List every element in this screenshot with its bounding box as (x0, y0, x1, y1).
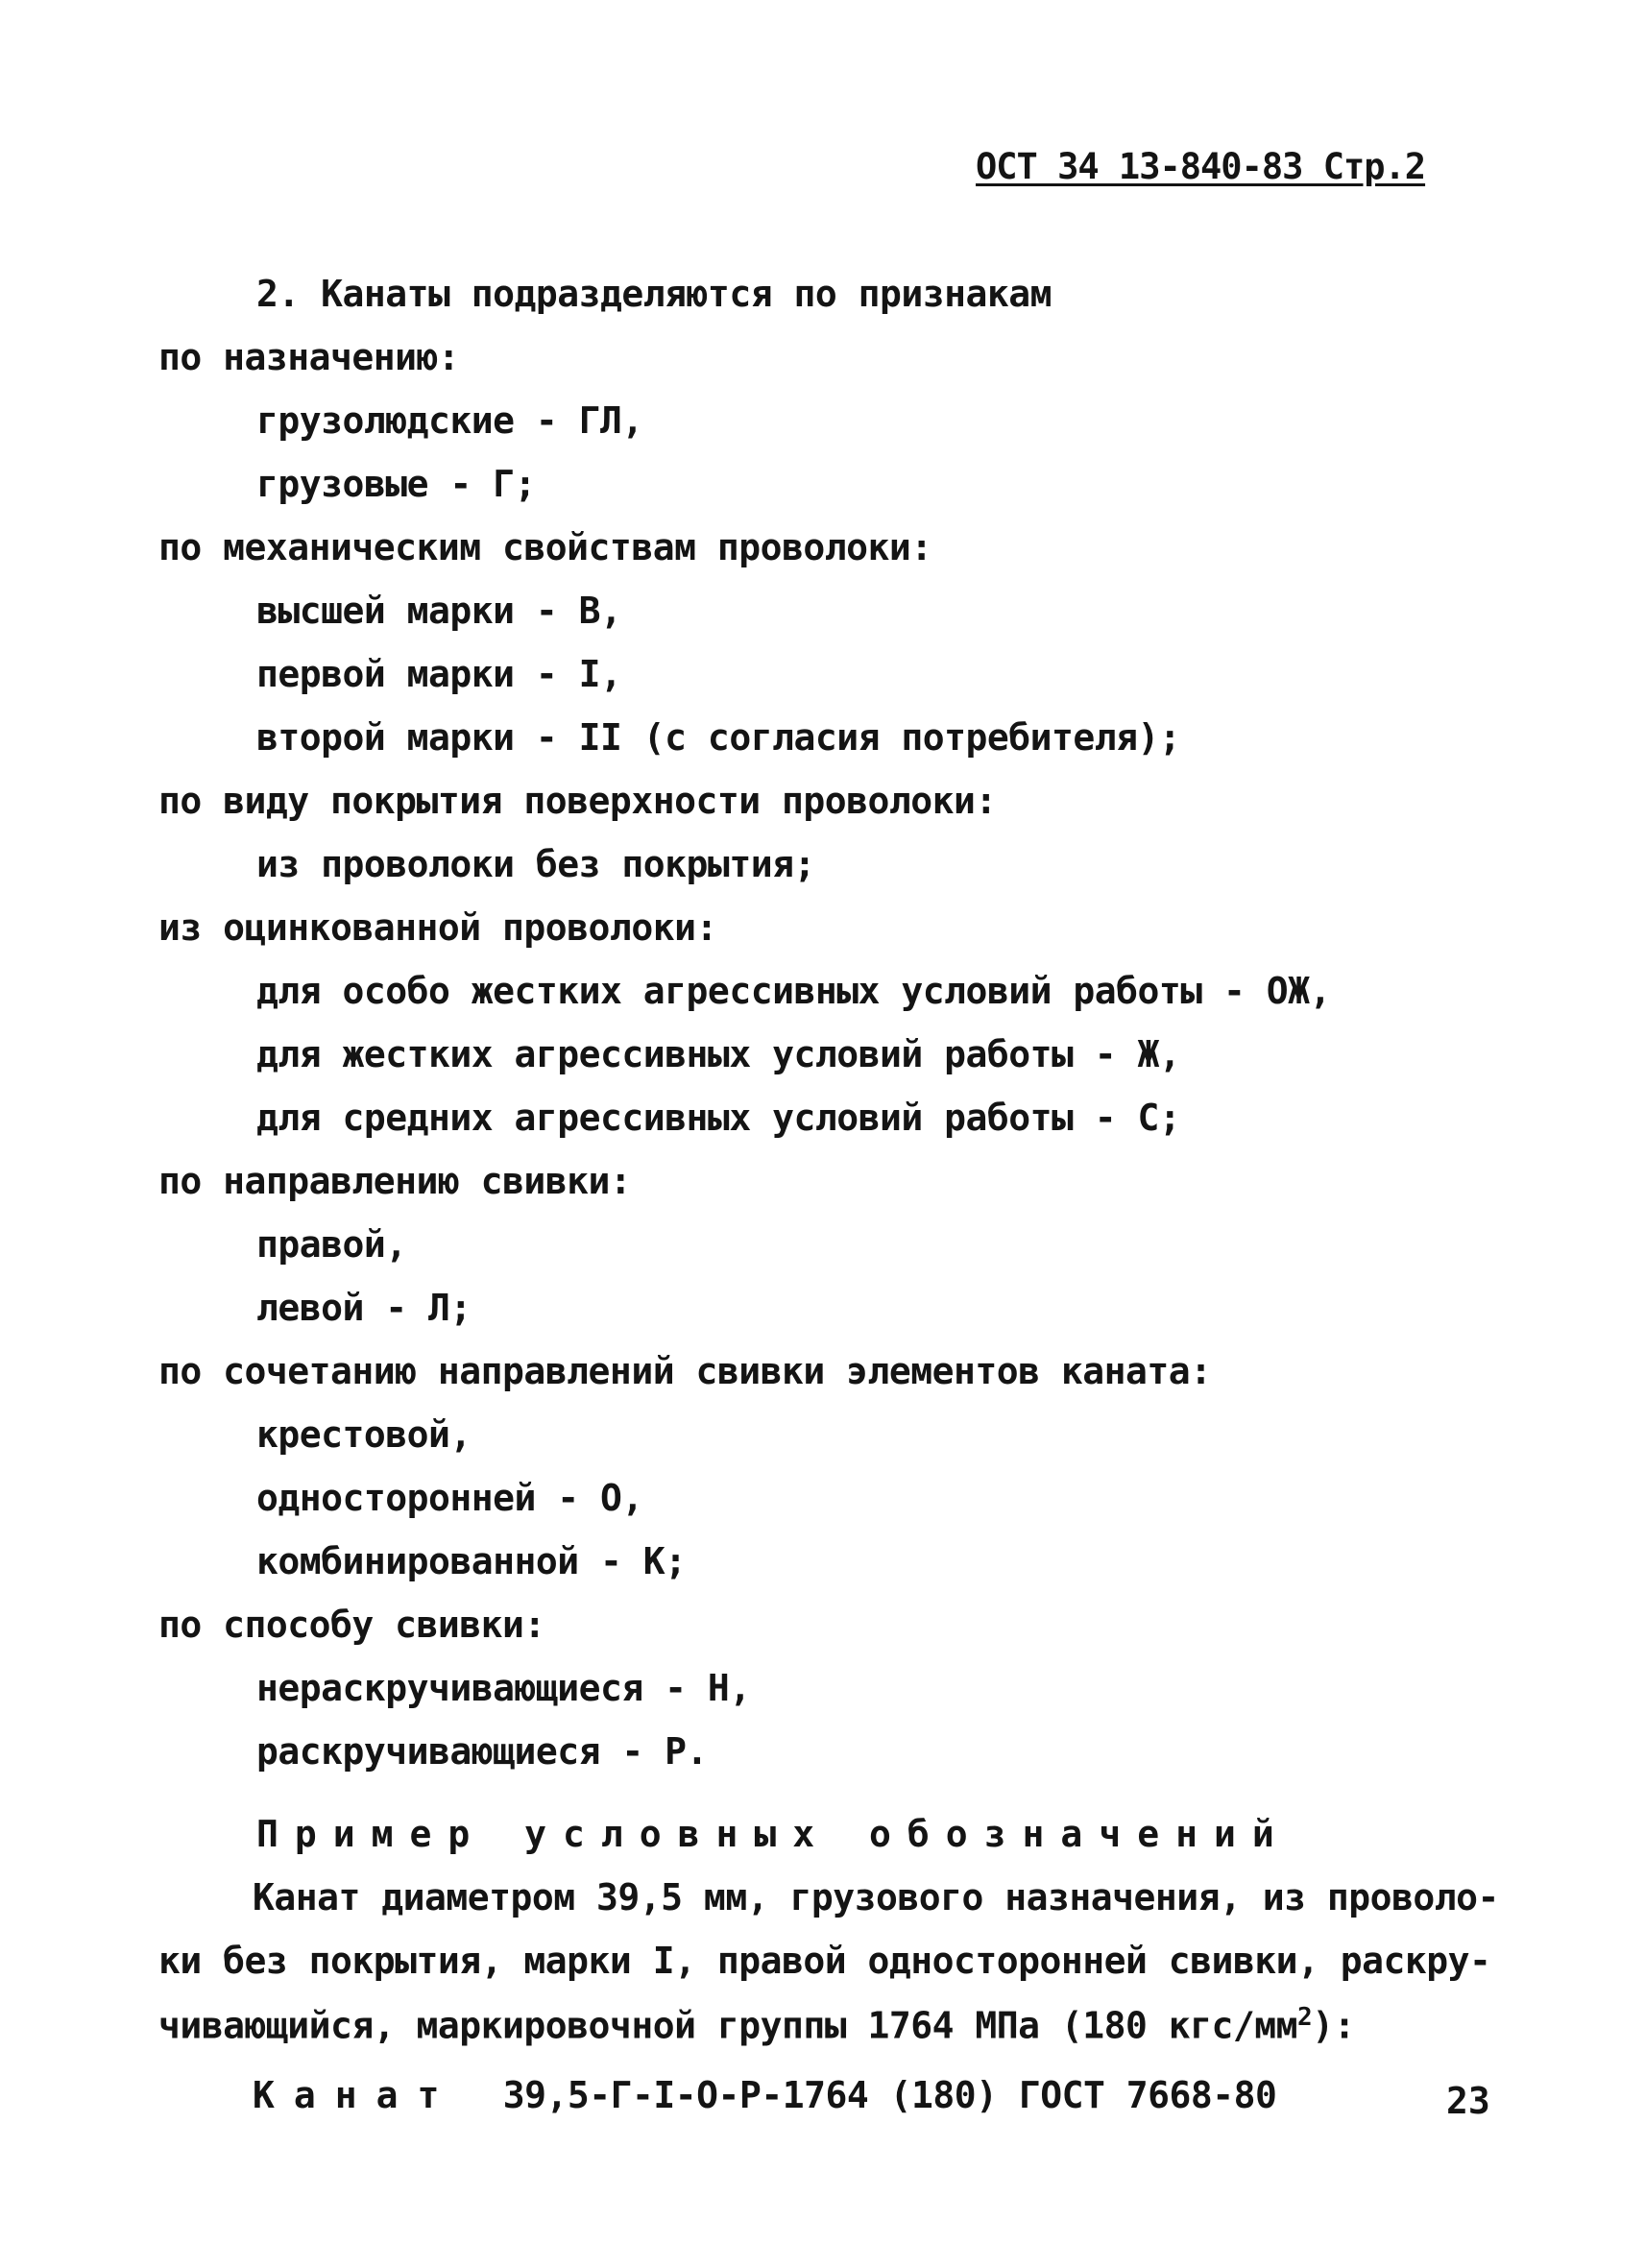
list-item: крестовой, (256, 1413, 472, 1456)
list-item: грузовые - Г; (256, 463, 536, 505)
list-item: раскручивающиеся - Р. (256, 1730, 708, 1773)
list-item: грузолюдские - ГЛ, (256, 399, 643, 442)
list-item: для жестких агрессивных условий работы - Ж, (256, 1033, 1181, 1075)
list-item: второй марки - II (с согласия потребителя); (256, 716, 1181, 759)
superscript-exponent: 2 (1297, 2003, 1313, 2032)
list-item: для средних агрессивных условий работы - С; (256, 1097, 1181, 1139)
list-item: из проволоки без покрытия; (256, 843, 815, 885)
example-paragraph-line: Канат диаметром 39,5 мм, грузового назначения, из проволо- (253, 1876, 1499, 1918)
list-item: нераскручивающиеся - Н, (256, 1667, 751, 1709)
section-intro: 2. Канаты подразделяются по признакам (256, 273, 1052, 315)
example-paragraph-line (158, 2003, 1355, 2047)
list-item: первой марки - I, (256, 653, 622, 695)
list-item: левой - Л; (256, 1287, 472, 1329)
list-item: правой, (256, 1223, 407, 1266)
example-text: чивающийся, маркировочной группы 1764 МПа (180 кгс/мм (158, 2004, 1298, 2047)
page-number: 23 (1446, 2080, 1490, 2122)
designation-word: Канат (253, 2074, 459, 2116)
list-item: высшей марки - В, (256, 590, 622, 632)
category-lay-method: по способу свивки: (158, 1604, 545, 1646)
list-item: комбинированной - К; (256, 1540, 687, 1582)
category-lay-direction: по направлению свивки: (158, 1160, 632, 1202)
example-heading: Пример условных обозначений (256, 1813, 1291, 1855)
example-text-end: ): (1312, 2004, 1355, 2047)
example-paragraph-line: ки без покрытия, марки I, правой односторонней свивки, раскру- (158, 1940, 1491, 1982)
list-item: для особо жестких агрессивных условий работы - ОЖ, (256, 970, 1331, 1012)
list-item: односторонней - О, (256, 1477, 643, 1519)
category-lay-combination: по сочетанию направлений свивки элементов каната: (158, 1350, 1212, 1392)
designation-line (253, 2074, 1276, 2116)
category-galvanized: из оцинкованной проволоки: (158, 906, 717, 949)
document-header: ОСТ 34 13-840-83 Стр.2 (976, 146, 1426, 187)
category-purpose: по назначению: (158, 336, 460, 378)
category-mechanical: по механическим свойствам проволоки: (158, 526, 932, 568)
category-coating: по виду покрытия поверхности проволоки: (158, 780, 997, 822)
designation-value: 39,5-Г-I-О-Р-1764 (180) ГОСТ 7668-80 (502, 2074, 1277, 2116)
